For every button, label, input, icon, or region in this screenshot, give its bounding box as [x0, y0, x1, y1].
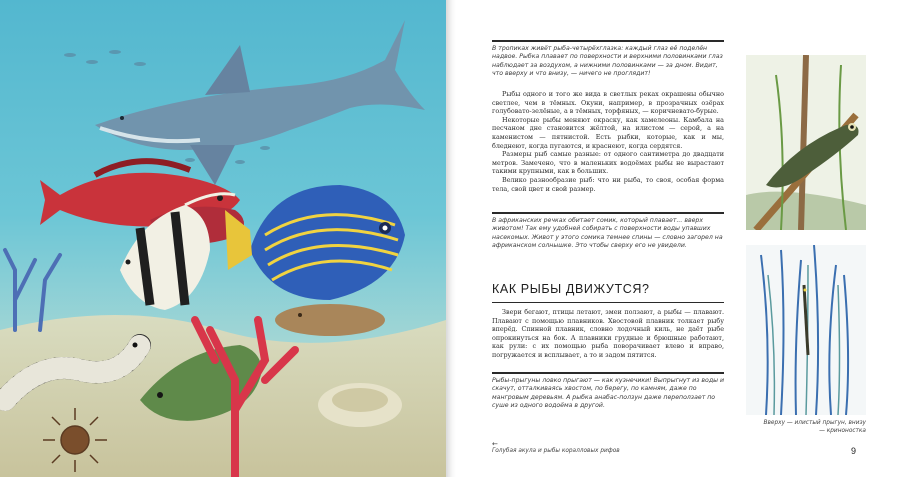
flounder — [275, 304, 385, 336]
sea-anemone — [318, 383, 402, 427]
sea-urchin — [43, 408, 107, 472]
note-mudskippers: Рыбы-прыгуны ловко прыгают — как кузнечики! Выпрыгнут из воды и скачут, отталкиваясь хвостом, по берегу, по камням, даже по мангровым деревьям. А рыбка анабас-ползун даже переползает по суше из одного водоёма в другой. — [492, 372, 724, 411]
mudskipper-illustration — [746, 55, 866, 230]
section-heading: КАК РЫБЫ ДВИЖУТСЯ? — [492, 282, 724, 303]
illustration-caption-right: Вверху — илистый прыгун, внизу — криноностка — [763, 420, 866, 434]
coral-reef-illustration — [0, 0, 446, 477]
page-number: 9 — [851, 446, 857, 456]
paragraph: Некоторые рыбы меняют окраску, как хамелеоны. Камбала на песчаном дне становится жёлтой, на илистом — серой, а на каменистом — пятнистой. Есть рыбки, которые, как и мы, бледнеют, когда пугаются, и краснеют, когда сердятся. — [492, 115, 724, 150]
illustration-caption-left: Голубая акула и рыбы коралловых рифов — [492, 448, 620, 454]
second-fish-illustration — [746, 245, 866, 415]
illustration-page — [0, 0, 446, 477]
paragraph: Рыбы одного и того же вида в светлых реках окрашены обычно светлее, чем в тёмных. Окуни, например, в прозрачных озёрах голубовато-зелёные, а в тёмных, торфяных, — коричневато-бурые. — [492, 90, 724, 116]
body-text-coloring — [492, 90, 724, 193]
back-arrow-icon: ← — [492, 440, 498, 448]
paragraph: Размеры рыб самые разные: от одного сантиметра до двадцати метров. Замечено, что в маленьких водоёмах рыбы не вырастают такими крупными, как в больших. — [492, 150, 724, 176]
text-page — [456, 0, 900, 477]
note-upside-down-catfish: В африканских речках обитает сомик, который плавает... вверх животом! Так ему удобней собирать с поверхности воды упавших насекомых. Живот у этого сомика темнее спины — словно загорел на африканском солнышке. Это чтобы сверху его не увидели. — [492, 212, 724, 251]
paragraph: Звери бегают, птицы летают, змеи ползают, а рыбы — плавают. Плавают с помощью плавников. Хвостовой плавник толкает рыбу вперёд. Спинной плавник, словно лодочный киль, не даёт рыбе опрокинуться на бок. А плавники грудные и брюшные работают, как рули: с их помощью рыба поворачивает влево и вправо, погружается и всплывает, а то и задом пятится. — [492, 308, 724, 359]
body-text-movement — [492, 308, 724, 360]
paragraph: Велико разнообразие рыб: что ни рыба, то своя, особая форма тела, свой цвет и свой размер. — [492, 175, 724, 193]
note-four-eyed-fish: В тропиках живёт рыба-четырёхглазка: каждый глаз её поделён надвое. Рыбка плавает по поверхности и верхними половинками глаз наблюдает за воздухом, а нижними половинками — за дном. Видит, что вверху и что внизу, — ничего не проглядит! — [492, 40, 724, 79]
book-gutter — [446, 0, 456, 477]
